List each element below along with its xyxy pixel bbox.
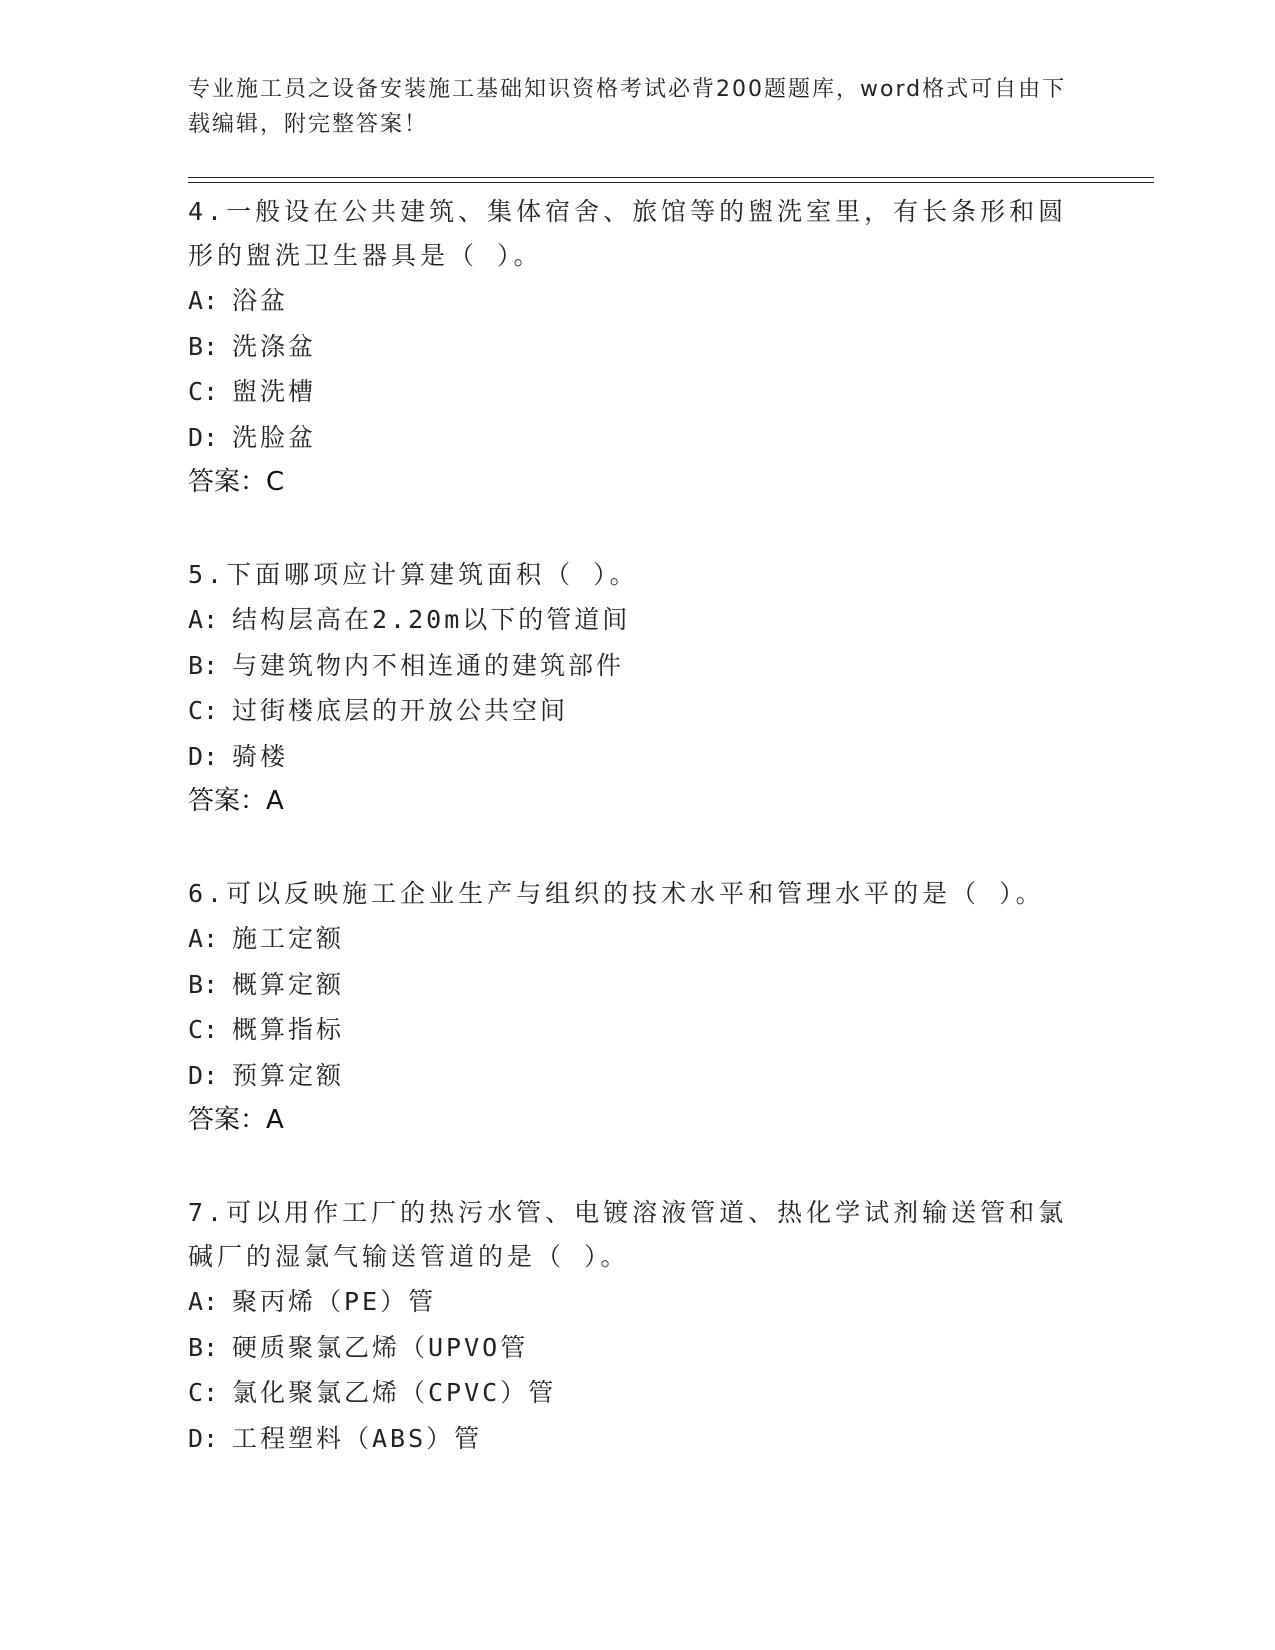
option-d xyxy=(188,1416,1088,1462)
document-header: 专业施工员之设备安装施工基础知识资格考试必背200题题库，word格式可自由下载编辑，附完整答案！ xyxy=(188,77,1067,137)
option-letter: C: xyxy=(188,696,219,725)
option-text: 施工定额 xyxy=(232,924,345,953)
question-4 xyxy=(188,188,1088,505)
question-stem: 7.可以用作工厂的热污水管、电镀溶液管道、热化学试剂输送管和氯碱厂的湿氯气输送管道的是（ ）。 xyxy=(188,1198,1068,1271)
option-letter: A: xyxy=(188,924,219,953)
answer-label: 答案： xyxy=(188,786,267,816)
option-c xyxy=(188,1370,1088,1416)
answer-value: C xyxy=(266,467,285,497)
option-a xyxy=(188,278,1088,324)
option-text: 与建筑物内不相连通的建筑部件 xyxy=(232,650,625,680)
option-b xyxy=(188,962,1088,1008)
header-rule-top xyxy=(188,177,1154,178)
option-text: 洗脸盆 xyxy=(232,422,317,452)
option-d xyxy=(188,1053,1088,1099)
option-letter: A: xyxy=(188,286,219,315)
option-d xyxy=(188,734,1088,780)
option-text: 硬质聚氯乙烯（UPVO管 xyxy=(232,1332,529,1362)
option-text: 预算定额 xyxy=(232,1060,345,1090)
option-text: 洗涤盆 xyxy=(232,331,317,361)
option-text: 概算定额 xyxy=(232,969,345,999)
option-text: 盥洗槽 xyxy=(232,377,317,406)
question-6 xyxy=(188,870,1088,1143)
option-letter: B: xyxy=(188,650,219,680)
question-stem: 4.一般设在公共建筑、集体宿舍、旅馆等的盥洗室里，有长条形和圆形的盥洗卫生器具是（ ）。 xyxy=(188,197,1068,270)
option-a xyxy=(188,597,1088,643)
option-letter: D: xyxy=(188,1423,219,1453)
option-b xyxy=(188,1325,1088,1371)
option-b xyxy=(188,643,1088,689)
option-text: 氯化聚氯乙烯（CPVC）管 xyxy=(232,1378,557,1407)
option-c xyxy=(188,688,1088,734)
header-rule-bottom xyxy=(188,182,1154,183)
option-letter: D: xyxy=(188,422,219,452)
option-d xyxy=(188,415,1088,461)
option-letter: C: xyxy=(188,1015,219,1044)
answer-line xyxy=(188,1098,1088,1143)
option-letter: D: xyxy=(188,1060,219,1090)
question-stem: 6.可以反映施工企业生产与组织的技术水平和管理水平的是（ ）。 xyxy=(188,879,1045,908)
option-letter: A: xyxy=(188,605,219,634)
option-letter: B: xyxy=(188,331,219,361)
answer-line xyxy=(188,460,1088,505)
option-text: 浴盆 xyxy=(232,286,289,315)
option-text: 结构层高在2.20m以下的管道间 xyxy=(232,605,631,634)
option-text: 工程塑料（ABS）管 xyxy=(232,1423,483,1453)
option-text: 概算指标 xyxy=(232,1015,345,1044)
option-a xyxy=(188,916,1088,962)
option-letter: A: xyxy=(188,1287,219,1316)
option-text: 骑楼 xyxy=(232,741,289,771)
question-list xyxy=(188,188,1088,1461)
option-letter: C: xyxy=(188,377,219,406)
question-stem: 5.下面哪项应计算建筑面积（ ）。 xyxy=(188,560,639,589)
answer-label: 答案： xyxy=(188,1105,267,1135)
option-text: 过街楼底层的开放公共空间 xyxy=(232,696,569,725)
question-5 xyxy=(188,551,1088,824)
option-letter: B: xyxy=(188,1332,219,1362)
question-7 xyxy=(188,1189,1088,1461)
option-letter: D: xyxy=(188,741,219,771)
option-text: 聚丙烯（PE）管 xyxy=(232,1287,437,1316)
answer-line xyxy=(188,779,1088,824)
question-spacer xyxy=(188,824,1088,870)
question-spacer xyxy=(188,505,1088,551)
option-letter: C: xyxy=(188,1378,219,1407)
answer-value: A xyxy=(266,786,284,816)
option-b xyxy=(188,324,1088,370)
option-c xyxy=(188,369,1088,415)
answer-label: 答案： xyxy=(188,467,267,497)
answer-value: A xyxy=(266,1105,284,1135)
option-c xyxy=(188,1007,1088,1053)
option-a xyxy=(188,1279,1088,1325)
question-spacer xyxy=(188,1143,1088,1189)
option-letter: B: xyxy=(188,969,219,999)
